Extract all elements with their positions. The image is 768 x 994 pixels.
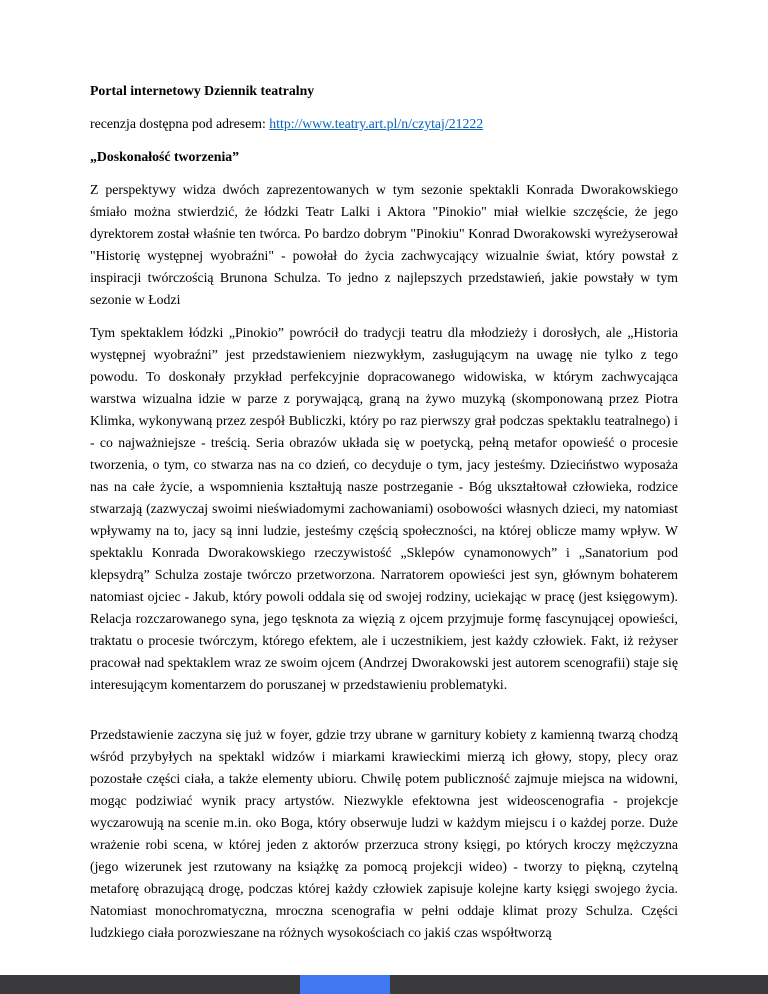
bottom-bar (0, 975, 768, 994)
article-title: „Doskonałość tworzenia” (90, 149, 240, 164)
link-line (90, 113, 678, 135)
paragraph-2: Tym spektaklem łódzki „Pinokio” powrócił do tradycji teatru dla młodzieży i dorosłych, ale „Historia występnej wyobraźni” jest przedstawieniem niezwykłym, zasługującym na uwagę nie tylko z tego powodu. To doskonały przykład perfekcyjnie dopracowanego widowiska, w którym zachwycająca warstwa wizualna idzie w parze z porywającą, graną na żywo muzyką (skomponowaną przez Piotra Klimka, wykonywaną przez zespół Bubliczki, który po raz pierwszy grał podczas spektaklu teatralnego) i - co najważniejsze - treścią. Seria obrazów układa się w poetycką, pełną metafor opowieść o procesie tworzenia, o tym, co stwarza nas na co dzień, co decyduje o tym, jacy jesteśmy. Dzieciństwo wyposaża nas na całe życie, a wspomnienia kształtują nasze postrzeganie - Bóg ukształtował człowieka, rodzice stwarzają (zazwyczaj swoimi nieświadomymi zachowaniami) osobowości własnych dzieci, my natomiast wpływamy na to, jacy są inni ludzie, jesteśmy częścią społeczności, na której oblicze mamy wpływ. W spektaklu Konrada Dworakowskiego rzeczywistość „Sklepów cynamonowych” i „Sanatorium pod klepsydrą” Schulza zostaje twórczo przetworzona. Narratorem opowieści jest syn, głównym bohaterem natomiast ojciec - Jakub, który powoli oddala się od swojej rodziny, uciekając w pracę (jest księgowym). Relacja rozczarowanego syna, jego tęsknota za więzią z ojcem przyjmuje formę fascynującej opowieści, traktatu o procesie twórczym, którego efektem, ale i uczestnikiem, jest każdy człowiek. Fakt, iż reżyser pracował nad spektaklem wraz ze swoim ojcem (Andrzej Dworakowski jest autorem scenografii) staje się interesującym komentarzem do poruszanej w przedstawieniu problematyki. (90, 325, 678, 692)
paragraph-1: Z perspektywy widza dwóch zaprezentowanych w tym sezonie spektakli Konrada Dworakowskiego śmiało można stwierdzić, że łódzki Teatr Lalki i Aktora "Pinokio" miał wielkie szczęście, że jego dyrektorem został właśnie ten twórca. Po bardzo dobrym "Pinokiu" Konrad Dworakowski wyreżyserował "Historię występnej wyobraźni" - powołał do życia zachwycający wizualnie świat, który powstał z inspiracji twórczością Brunona Schulza. To jedno z najlepszych przedstawień, jakie powstały w tym sezonie w Łodzi (90, 182, 678, 307)
paragraph-3: Przedstawienie zaczyna się już w foyer, gdzie trzy ubrane w garnitury kobiety z kamienną twarzą chodzą wśród przybyłych na spektakl widzów i miarkami krawieckimi mierzą ich głowy, stopy, plecy oraz pozostałe części ciała, a także elementy ubioru. Chwilę potem publiczność zajmuje miejsca na widowni, mogąc podziwiać wynik pracy artystów. Niezwykle efektowna jest wideoscenografia - projekcje wyczarowują na scenie m.in. oko Boga, który obserwuje ludzi w każdym miejscu i o każdej porze. Duże wrażenie robi scena, w której jeden z aktorów przerzuca strony księgi, po których kroczy mężczyzna (jego wizerunek jest rzutowany na książkę za pomocą projekcji wideo) - tworzy to piękną, czytelną metaforę obrazującą drogę, podczas której każdy człowiek zapisuje kolejne karty księgi swojego życia. Natomiast monochromatyczna, mroczna scenografia w pełni oddaje klimat prozy Schulza. Części ludzkiego ciała porozwieszane na różnych wysokościach co jakiś czas współtworzą (90, 727, 678, 940)
review-link[interactable]: http://www.teatry.art.pl/n/czytaj/21222 (269, 116, 484, 131)
bottom-bar-active-segment[interactable] (300, 975, 390, 994)
link-prefix-text: recenzja dostępna pod adresem: (90, 116, 270, 131)
source-line: Portal internetowy Dziennik teatralny (90, 83, 315, 98)
